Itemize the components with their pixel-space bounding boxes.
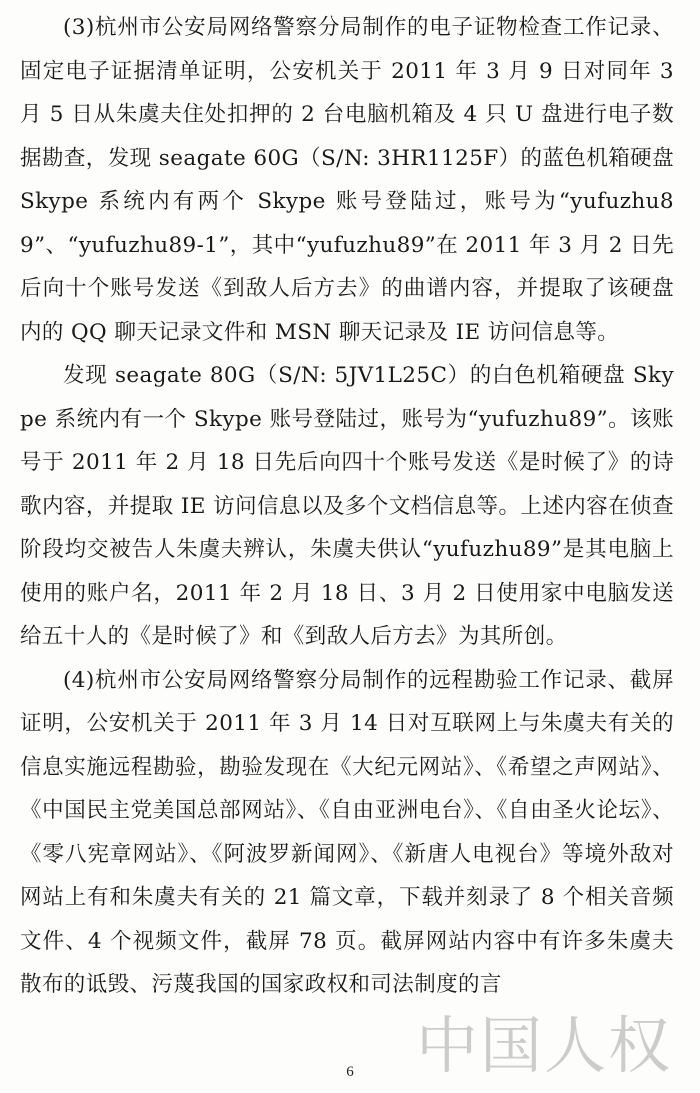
paragraph-seagate-80g: 发现 seagate 80G（S/N: 5JV1L25C）的白色机箱硬盘 Skype 系统内有一个 Skype 账号登陆过，账号为“yufuzhu89”。该账号于 2011 年 2 月 18 日先后向四十个账号发送《是时候了》的诗歌内容，并提取 IE 访问信息以及多个文档信息等。上述内容在侦查阶段均交被告人朱虞夫辨认，朱虞夫供认“yufuzhu89”是其电脑上使用的账户名，2011 年 2 月 18 日、3 月 2 日使用家中电脑发送给五十人的《是时候了》和《到敌人后方去》为其所创。 bbox=[20, 363, 674, 649]
page-number: 6 bbox=[346, 1064, 354, 1080]
watermark-logo: 中国人权 bbox=[416, 1009, 673, 1082]
paragraph-item-4: (4)杭州市公安局网络警察分局制作的远程勘验工作记录、截屏证明，公安机关于 2011 年 3 月 14 日对互联网上与朱虞夫有关的信息实施远程勘验，勘验发现在《大纪元网站》、《希望之声网站》、《中国民主党美国总部网站》、《自由亚洲电台》、《自由圣火论坛》、《零八宪章网站》、《阿波罗新闻网》、《新唐人电视台》等境外敌对网站上有和朱虞夫有关的 21 篇文章，下载并刻录了 8 个相关音频文件、4 个视频文件，截屏 78 页。截屏网站内容中有许多朱虞夫散布的诋毁、污蔑我国的国家政权和司法制度的言 bbox=[20, 667, 674, 997]
paragraph-item-3: (3)杭州市公安局网络警察分局制作的电子证物检查工作记录、固定电子证据清单证明，公安机关于 2011 年 3 月 9 日对同年 3 月 5 日从朱虞夫住处扣押的 2 台电脑机箱及 4 只 U 盘进行电子数据勘查，发现 seagate 60G（S/N: 3HR1125F）的蓝色机箱硬盘 Skype 系统内有两个 Skype 账号登陆过，账号为“yufuzhu89”、“yufuzhu89-1”，其中“yufuzhu89”在 2011 年 3 月 2 日先后向十个账号发送《到敌人后方去》的曲谱内容，并提取了该硬盘内的 QQ 聊天记录文件和 MSN 聊天记录及 IE 访问信息等。 bbox=[20, 15, 674, 345]
